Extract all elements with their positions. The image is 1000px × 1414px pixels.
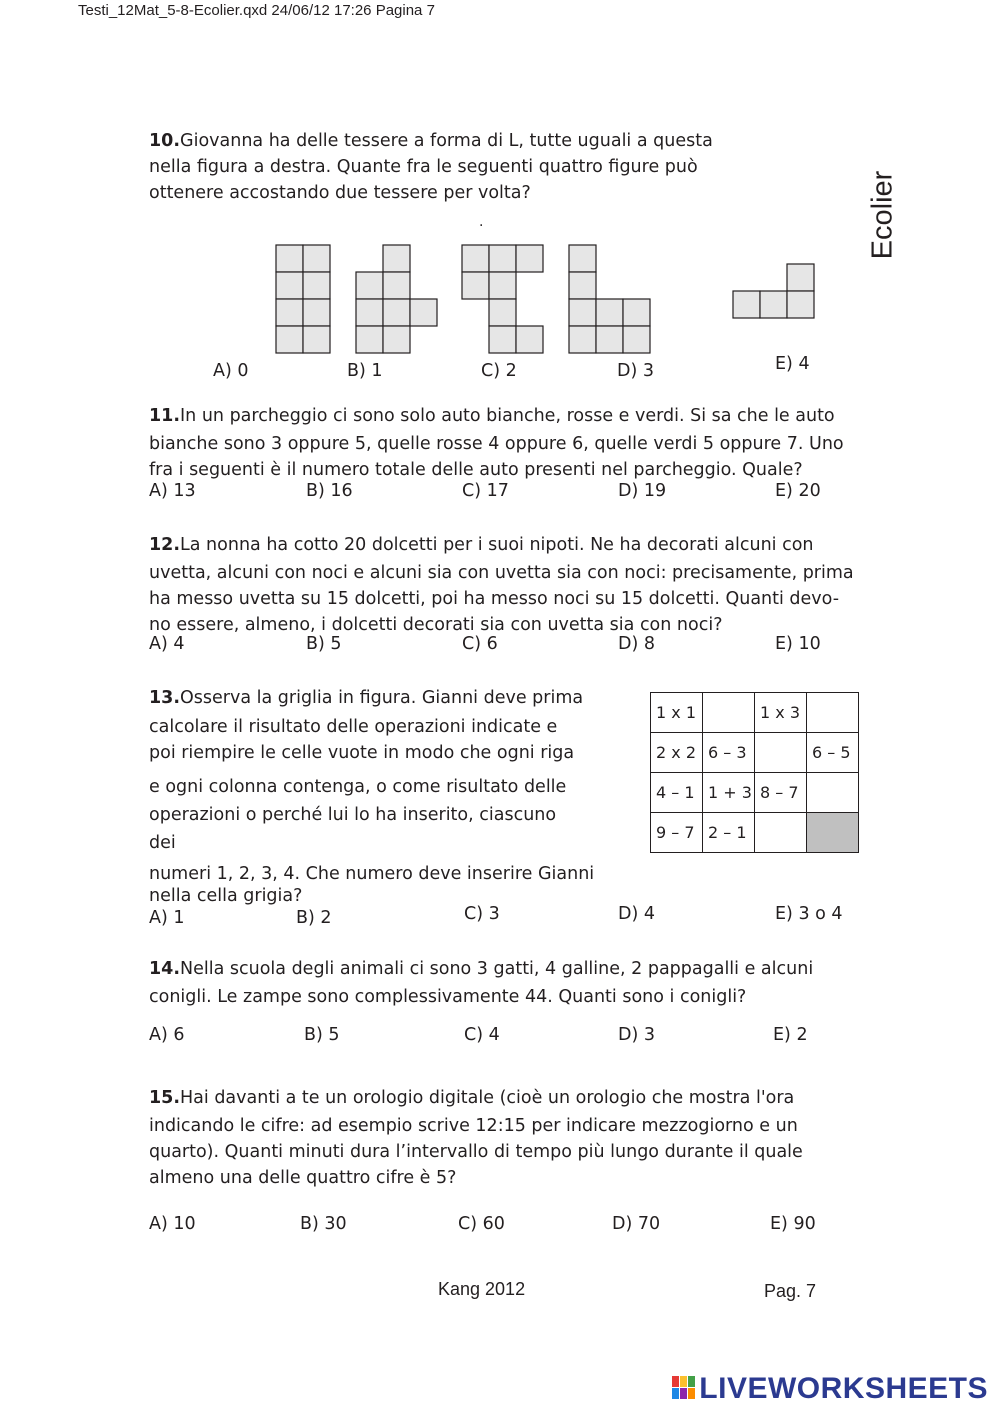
grid-cell: 4 – 1: [651, 773, 703, 813]
grid-cell[interactable]: [807, 693, 859, 733]
grid-cell: 2 – 1: [703, 813, 755, 853]
q15-option-a[interactable]: A) 10: [149, 1214, 196, 1234]
grid-row: [651, 773, 859, 813]
q12-option-a[interactable]: A) 4: [149, 634, 185, 654]
q13-option-a[interactable]: A) 1: [149, 908, 185, 928]
question-text: quarto). Quanti minuti dura l’intervallo di tempo più lungo durante il quale: [149, 1142, 803, 1162]
grid-row: [651, 813, 859, 853]
question-text: 10.Giovanna ha delle tessere a forma di L, tutte uguali a questa: [149, 131, 713, 151]
l-tile: [733, 264, 814, 318]
question-text: numeri 1, 2, 3, 4. Che numero deve inserire Gianni: [149, 864, 595, 884]
question-text: ottenere accostando due tessere per volta?: [149, 183, 531, 203]
q14-option-c[interactable]: C) 4: [464, 1025, 500, 1045]
q10-option-c[interactable]: C) 2: [481, 361, 517, 381]
q13-option-d[interactable]: D) 4: [618, 904, 655, 924]
figure-d: [569, 245, 650, 353]
logo-icon: [672, 1376, 696, 1400]
question-14: [149, 956, 869, 1010]
figure-a: [276, 245, 330, 353]
logo-text: LIVEWORKSHEETS: [699, 1372, 988, 1405]
question-text: 11.In un parcheggio ci sono solo auto bianche, rosse e verdi. Si sa che le auto: [149, 406, 835, 426]
question-text: e ogni colonna contenga, o come risultato delle: [149, 777, 567, 797]
question-text: nella cella grigia?: [149, 886, 303, 906]
question-text: uvetta, alcuni con noci e alcuni sia con uvetta sia con noci: precisamente, prima: [149, 563, 854, 583]
grid-cell: 9 – 7: [651, 813, 703, 853]
grid-cell: 1 + 3: [703, 773, 755, 813]
question-text: indicando le cifre: ad esempio scrive 12:15 per indicare mezzogiorno e un: [149, 1116, 798, 1136]
q12-option-d[interactable]: D) 8: [618, 634, 655, 654]
question-text: fra i seguenti è il numero totale delle auto presenti nel parcheggio. Quale?: [149, 460, 803, 480]
q14-option-d[interactable]: D) 3: [618, 1025, 655, 1045]
q14-option-b[interactable]: B) 5: [304, 1025, 340, 1045]
question-13: [149, 685, 619, 909]
grid-cell: 6 – 5: [807, 733, 859, 773]
grid-cell[interactable]: [703, 693, 755, 733]
question-text: almeno una delle quattro cifre è 5?: [149, 1168, 457, 1188]
q13-option-c[interactable]: C) 3: [464, 904, 500, 924]
grid-cell: 1 x 3: [755, 693, 807, 733]
question-text: operazioni o perché lui lo ha inserito, ciascuno: [149, 805, 557, 825]
grid-cell[interactable]: [807, 773, 859, 813]
operations-grid: [650, 692, 859, 853]
q10-figures: [270, 240, 830, 360]
q11-option-b[interactable]: B) 16: [306, 481, 353, 501]
q11-option-e[interactable]: E) 20: [775, 481, 821, 501]
question-text: calcolare il risultato delle operazioni indicate e: [149, 717, 558, 737]
q11-option-d[interactable]: D) 19: [618, 481, 667, 501]
grid-cell: 6 – 3: [703, 733, 755, 773]
q12-option-b[interactable]: B) 5: [306, 634, 342, 654]
q15-option-d[interactable]: D) 70: [612, 1214, 661, 1234]
question-text: ha messo uvetta su 15 dolcetti, poi ha messo noci su 15 dolcetti. Quanti devo-: [149, 589, 840, 609]
figure-b: [356, 245, 437, 353]
side-label: Ecolier: [866, 170, 899, 260]
footer-title: Kang 2012: [438, 1279, 526, 1299]
stray-dot: .: [479, 214, 484, 230]
liveworksheets-logo[interactable]: [672, 1372, 988, 1406]
question-text: 15.Hai davanti a te un orologio digitale (cioè un orologio che mostra l'ora: [149, 1088, 795, 1108]
question-text: no essere, almeno, i dolcetti decorati sia con uvetta sia con noci?: [149, 615, 723, 635]
q12-option-e[interactable]: E) 10: [775, 634, 821, 654]
q11-option-a[interactable]: A) 13: [149, 481, 196, 501]
question-text: 14.Nella scuola degli animali ci sono 3 gatti, 4 galline, 2 pappagalli e alcuni: [149, 959, 814, 979]
question-text: dei: [149, 833, 176, 853]
q15-option-e[interactable]: E) 90: [770, 1214, 816, 1234]
q10-option-a[interactable]: A) 0: [213, 361, 249, 381]
q13-option-e[interactable]: E) 3 o 4: [775, 904, 843, 924]
question-text: poi riempire le celle vuote in modo che ogni riga: [149, 743, 575, 763]
gray-cell[interactable]: [807, 813, 859, 853]
q10-option-e[interactable]: E) 4: [775, 354, 810, 374]
grid-cell[interactable]: [755, 733, 807, 773]
q11-option-c[interactable]: C) 17: [462, 481, 509, 501]
q10-option-b[interactable]: B) 1: [347, 361, 383, 381]
question-text: 12.La nonna ha cotto 20 dolcetti per i suoi nipoti. Ne ha decorati alcuni con: [149, 535, 814, 555]
page-number: Pag. 7: [764, 1281, 817, 1301]
question-10: [149, 128, 769, 206]
q15-option-b[interactable]: B) 30: [300, 1214, 347, 1234]
grid-cell: 8 – 7: [755, 773, 807, 813]
file-header: Testi_12Mat_5-8-Ecolier.qxd 24/06/12 17:26 Pagina 7: [78, 2, 435, 19]
question-15: [149, 1085, 869, 1191]
grid-cell[interactable]: [755, 813, 807, 853]
question-text: nella figura a destra. Quante fra le seguenti quattro figure può: [149, 157, 698, 177]
q15-option-c[interactable]: C) 60: [458, 1214, 505, 1234]
q13-option-b[interactable]: B) 2: [296, 908, 332, 928]
grid-cell: 1 x 1: [651, 693, 703, 733]
q14-option-e[interactable]: E) 2: [773, 1025, 808, 1045]
question-11: [149, 403, 869, 483]
figure-c: [462, 245, 543, 353]
question-12: [149, 532, 879, 638]
grid-cell: 2 x 2: [651, 733, 703, 773]
q12-option-c[interactable]: C) 6: [462, 634, 498, 654]
q10-option-d[interactable]: D) 3: [617, 361, 654, 381]
grid-row: [651, 733, 859, 773]
question-text: conigli. Le zampe sono complessivamente 44. Quanti sono i conigli?: [149, 987, 747, 1007]
question-text: 13.Osserva la griglia in figura. Gianni deve prima: [149, 688, 584, 708]
q14-option-a[interactable]: A) 6: [149, 1025, 185, 1045]
question-text: bianche sono 3 oppure 5, quelle rosse 4 oppure 6, quelle verdi 5 oppure 7. Uno: [149, 434, 844, 454]
grid-row: [651, 693, 859, 733]
